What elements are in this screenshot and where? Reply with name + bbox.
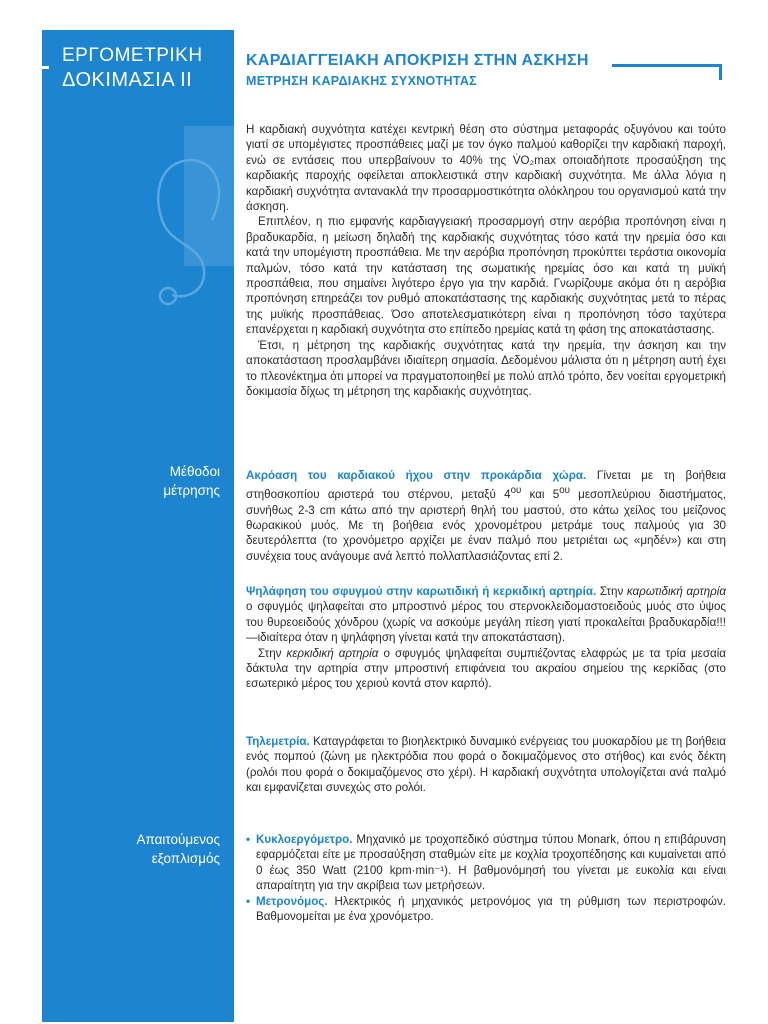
method-palpation-radial bbox=[246, 646, 726, 692]
method-palpation-part-a: Στην bbox=[596, 585, 627, 598]
method-auscultation-heading: Ακρόαση του καρδιακού ήχου στην προκάρδια χώρα. bbox=[246, 469, 587, 482]
sup-1: ου bbox=[510, 485, 522, 497]
bullet-icon: • bbox=[246, 833, 251, 846]
label-required-equipment bbox=[136, 830, 220, 868]
method-auscultation-part-a: Γίνεται με τη βοήθεια στηθοσκοπίου αριστερά του στέρνου, μεταξύ 4 bbox=[246, 469, 726, 502]
method-auscultation-text bbox=[246, 468, 726, 564]
method-telemetry-heading: Τηλεμετρία. bbox=[246, 735, 310, 748]
method-palpation-part-d: ο σφυγμός ψηλαφείται συμπιέζοντας ελαφρώς με τα τρία μεσαία δάκτυλα την αρτηρία στην μπροστινή επιφάνεια του ακραίου σημείου της κερκίδας (στο εσωτερικό μέρος του χεριού κοντά στον καρπό). bbox=[246, 646, 726, 691]
method-telemetry-body: Καταγράφεται το βιοηλεκτρικό δυναμικό ενέργειας του μυοκαρδίου με τη βοήθεια ενός πομπού (ζώνη με ηλεκτρόδια που φορά ο δοκιμαζόμενος στο στήθος) και ενός δέκτη (ρολόι που φορά ο δοκιμαζόμενος στο χέρι). Η καρδιακή συχνότητα υπολογίζεται ανά παλμό και εμφανίζεται συνεχώς στο ρολόι. bbox=[246, 735, 726, 795]
method-palpation-text bbox=[246, 584, 726, 646]
method-palpation bbox=[246, 584, 726, 692]
header-rule bbox=[612, 64, 722, 67]
equipment-metronome-heading: Μετρονόμος. bbox=[256, 894, 328, 908]
list-item bbox=[246, 894, 726, 925]
method-palpation-part-b: ο σφυγμός ψηλαφείται στο μπροστινό μέρος του στερνοκλειδομαστοειδούς μυός στο ύψος του θυρεοειδούς χόνδρου (χωρίς να ασκούμε μεγάλη πίεση γιατί προκαλείται βραδυκαρδία!!! —ιδιαίτερα όταν η ψηλάφηση γίνεται κατά την αποκατάσταση). bbox=[246, 600, 726, 645]
sidebar-title-line1: ΕΡΓΟΜΕΤΡΙΚΗ bbox=[62, 45, 203, 66]
label-equipment-line1: Απαιτούμενος bbox=[136, 832, 220, 847]
method-auscultation-part-c: μεσοπλεύριου διαστήματος, συνήθως 2-3 cm κάτω από την αριστερή θηλή του μαστού, στο κάτω χείλος του μείζονος θωρακικού μυός. Με τη βοήθεια ενός χρονομέτρου μετράμε τους παλμούς για 30 δευτερόλεπτα (το χρονόμετρο αρχίζει με έναν παλμό που μετριέται ως «μηδέν») και στη συνέχεια τους ανάγουμε ανά λεπτό πολλαπλασιάζοντας επί 2. bbox=[246, 488, 726, 563]
page-title: ΚΑΡΔΙΑΓΓΕΙΑΚΗ ΑΠΟΚΡΙΣΗ ΣΤΗΝ ΑΣΚΗΣΗ bbox=[246, 52, 589, 69]
method-palpation-heading: Ψηλάφηση του σφυγμού στην καρωτιδική ή κερκιδική αρτηρία. bbox=[246, 585, 597, 598]
sidebar bbox=[42, 30, 234, 1022]
method-telemetry-text bbox=[246, 734, 726, 796]
intro-paragraph-3: Έτσι, η μέτρηση της καρδιακής συχνότητας κατά την ηρεμία, την άσκηση και την αποκατάσταση προσλαμβάνει ιδιαίτερη σημασία. Δεδομένου μάλιστα ότι η μέτρηση αυτή έχει το πλεονέκτημα ότι μπορεί να πραγματοποιηθεί με πολύ απλό τρόπο, δεν νοείται εργομετρική δοκιμασία δίχως τη μέτρηση της καρδιακής συχνότητας. bbox=[246, 338, 726, 398]
sup-2: ου bbox=[559, 485, 570, 497]
method-palpation-part-c: Στην bbox=[258, 646, 287, 660]
bullet-icon: • bbox=[246, 894, 251, 908]
header-rule-end bbox=[719, 64, 722, 80]
radial-artery-term: κερκιδική αρτηρία bbox=[286, 646, 379, 660]
list-item bbox=[246, 832, 726, 894]
label-methods-line2: μέτρησης bbox=[163, 483, 220, 498]
intro-section bbox=[246, 122, 726, 399]
equipment-section bbox=[246, 832, 726, 924]
stethoscope-icon bbox=[132, 150, 232, 310]
carotid-artery-term: καρωτιδική αρτηρία bbox=[626, 585, 726, 598]
method-telemetry bbox=[246, 734, 726, 796]
page-subtitle: ΜΕΤΡΗΣΗ ΚΑΡΔΙΑΚΗΣ ΣΥΧΝΟΤΗΤΑΣ bbox=[246, 74, 477, 88]
intro-paragraph-1: Η καρδιακή συχνότητα κατέχει κεντρική θέση στο σύστημα μεταφοράς οξυγόνου και τούτο γιατί σε υπομέγιστες προσπάθειες μαζί με τον όγκο παλμού καθορίζει την καρδιακή παροχή, ενώ σε εντάσεις που υπερβαίνουν το 40% της V̇O₂max οποιαδήποτε προσαύξηση της καρδιακής παροχής οφείλεται αποκλειστικά στην καρδιακή συχνότητα. Με άλλα λόγια η καρδιακή συχνότητα αντανακλά την προσαρμοστικότητα ολόκληρου του οργανισμού κατά την άσκηση. bbox=[246, 123, 726, 214]
label-equipment-line2: εξοπλισμός bbox=[151, 851, 220, 866]
sidebar-title-line2: ΔΟΚΙΜΑΣΙΑ ΙΙ bbox=[62, 69, 193, 91]
intro-paragraph-2: Επιπλέον, η πιο εμφανής καρδιαγγειακή προσαρμογή στην αερόβια προπόνηση είναι η βραδυκαρδία, η μείωση δηλαδή της καρδιακής συχνότητας τόσο κατά την ηρεμία όσο και κατά την υπομέγιστη προσπάθεια. Με την αερόβια προπόνηση προκύπτει τεράστια οικονομία παλμών, τόσο κατά την κατάσταση της σωματικής ηρεμίας όσο και κατά τη μυϊκή προσπάθεια, που σημαίνει λιγότερο έργο για την καρδιά. Γνωρίζουμε ακόμα ότι η αερόβια προπόνηση επηρεάζει τον ρυθμό αποκατάστασης της καρδιακής συχνότητας μετά το πέρας της μυϊκής προσπάθειας. Όσο αποτελεσματικότερη είναι η προπόνηση τόσο ταχύτερα επανέρχεται η καρδιακή συχνότητα στο επίπεδο ηρεμίας κατά τη φάση της αποκατάστασης. bbox=[246, 215, 726, 337]
equipment-cycle-ergometer-text: Μηχανικό με τροχοπεδικό σύστημα τύπου Monark, όπου η επιβάρυνση εφαρμόζεται είτε με προσαύξηση σταθμών είτε με κοχλία τροχοπέδησης και κυμαίνεται από 0 έως 350 Watt (2100 kpm·min⁻¹). Η βαθμονόμησή του γίνεται με ευκολία και είναι απαραίτητη για την ακρίβεια των μετρήσεων. bbox=[256, 833, 726, 893]
method-auscultation-part-b: και 5 bbox=[521, 488, 560, 502]
method-auscultation bbox=[246, 468, 726, 564]
equipment-list bbox=[246, 832, 726, 924]
sidebar-title bbox=[62, 44, 203, 92]
equipment-cycle-ergometer-heading: Κυκλοεργόμετρο. bbox=[256, 833, 353, 846]
sidebar-dash bbox=[42, 66, 49, 69]
equipment-metronome-text: Ηλεκτρικός ή μηχανικός μετρονόμος για τη ρύθμιση των περιστροφών. Βαθμονομείται με ένα χρονόμετρο. bbox=[256, 894, 726, 924]
label-methods-line1: Μέθοδοι bbox=[169, 464, 220, 479]
label-measurement-methods bbox=[163, 462, 220, 500]
